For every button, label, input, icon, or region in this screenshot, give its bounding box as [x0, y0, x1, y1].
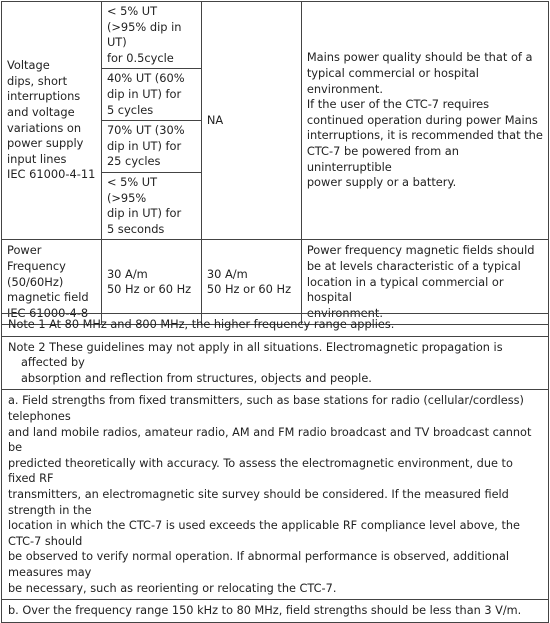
guidance-cell: Mains power quality should be that of a typical commercial or hospital environment. If the user of the CTC-7 requires continued operation during power Mains interruptions, it is recommended that the CTC-7 be powered from an uninterruptible power supply or a battery. — [301, 2, 548, 240]
test-level-cell: 30 A/m 50 Hz or 60 Hz — [101, 240, 201, 325]
note-1: Note 1 At 80 MHz and 800 MHz, the higher frequency range applies. — [2, 314, 549, 337]
table-row — [2, 2, 549, 69]
note-2: Note 2 These guidelines may not apply in all situations. Electromagnetic propagation is affected by absorption and reflection from structures, objects and people. — [2, 336, 549, 390]
test-level-cell: 40% UT (60% dip in UT) for 5 cycles — [101, 69, 201, 121]
compliance-cell: NA — [201, 2, 301, 240]
notes-table — [1, 313, 549, 623]
footnote-a: a. Field strengths from fixed transmitters, such as base stations for radio (cellular/cordless) telephones and land mobile radios, amateur radio, AM and FM radio broadcast and TV broadcast cannot be predicted theoretically with accuracy. To assess the electromagnetic environment, due to fixed RF transmitters, an electromagnetic site survey should be considered. If the measured field strength in the location in which the CTC-7 is used exceeds the applicable RF compliance level above, the CTC-7 should be observed to verify normal operation. If abnormal performance is observed, additional measures may be necessary, such as reorienting or relocating the CTC-7. — [2, 390, 549, 600]
phenomenon-cell: Voltage dips, short interruptions and voltage variations on power supply input lines IEC 61000-4-11 — [2, 2, 102, 240]
test-level-cell: < 5% UT (>95% dip in UT) for 0.5cycle — [101, 2, 201, 69]
guidance-cell: Power frequency magnetic fields should be at levels characteristic of a typical location in a typical commercial or hospital environment. — [301, 240, 548, 325]
footnote-b: b. Over the frequency range 150 kHz to 80 MHz, field strengths should be less than 3 V/m. — [2, 600, 549, 623]
compliance-cell: 30 A/m 50 Hz or 60 Hz — [201, 240, 301, 325]
test-level-cell: 70% UT (30% dip in UT) for 25 cycles — [101, 121, 201, 173]
phenomenon-cell: Power Frequency (50/60Hz) magnetic field IEC 61000-4-8 — [2, 240, 102, 325]
test-level-cell: < 5% UT (>95% dip in UT) for 5 seconds — [101, 172, 201, 239]
immunity-table — [1, 1, 549, 325]
